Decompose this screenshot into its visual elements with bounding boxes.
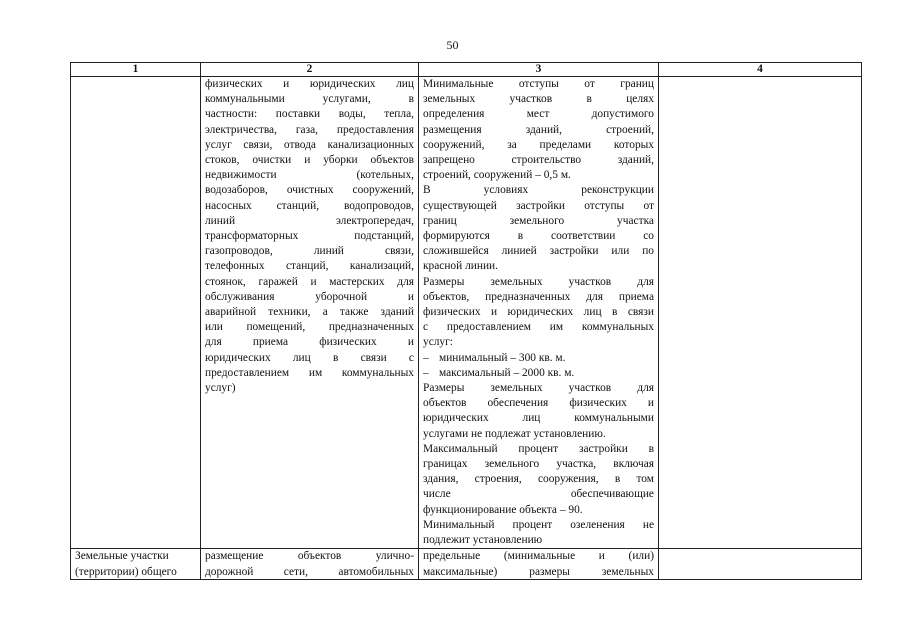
cell-zone-name <box>71 77 201 549</box>
text-line: стоянок, гаражей и мастерских для <box>205 275 414 288</box>
text-line: линий электропередач, <box>205 214 414 227</box>
text-line: юридических лиц коммунальными <box>423 412 654 425</box>
text-line: или помещений, предназначенных <box>205 321 414 334</box>
list-item <box>423 351 654 366</box>
text-line: трансформаторных подстанций, <box>205 230 414 243</box>
text-line: предельные (минимальные и (или) <box>423 550 654 563</box>
column-header-1: 1 <box>71 63 201 77</box>
column-header-4: 4 <box>659 63 862 77</box>
dash-marker: – <box>423 366 429 379</box>
text-line: Минимальный процент озеленения не <box>423 518 654 531</box>
text-line: Размеры земельных участков для <box>423 275 654 288</box>
text-line: числе обеспечивающие <box>423 488 654 501</box>
cell-parameters <box>419 549 659 580</box>
text-line: услуг: <box>423 336 453 349</box>
cell-restrictions <box>659 77 862 549</box>
list-item <box>423 366 654 381</box>
text-line: земельных участков в целях <box>423 93 654 106</box>
text-line: недвижимости (котельных, <box>205 169 414 182</box>
text-line: сооружений, за пределами которых <box>423 138 654 151</box>
text-line: Минимальные отступы от границ <box>423 78 654 90</box>
parameters-text <box>423 77 654 351</box>
column-header-2: 2 <box>201 63 419 77</box>
cell-permitted-use <box>201 549 419 580</box>
text-line: максимальные) размеры земельных <box>423 565 654 578</box>
text-line: обслуживания уборочной и <box>205 290 414 303</box>
text-line: существующей застройки отступы от <box>423 199 654 212</box>
table-header-row <box>71 63 862 77</box>
text-line: Земельные участки <box>75 550 169 563</box>
text-line: сложившейся линией застройки или по <box>423 245 654 258</box>
dash-marker: – <box>423 351 429 364</box>
text-line: Максимальный процент застройки в <box>423 442 654 455</box>
regulations-table <box>70 62 862 580</box>
text-line: с предоставлением им коммунальных <box>423 321 654 334</box>
text-line: юридических лиц в связи с <box>205 351 414 364</box>
parameters-text-continued <box>423 381 654 548</box>
text-line: подлежит установлению <box>423 534 543 547</box>
text-line: стоков, очистки и уборки объектов <box>205 154 414 167</box>
text-line: телефонных станций, канализаций, <box>205 260 414 273</box>
text-line: электричества, газа, предоставления <box>205 123 414 136</box>
text-line: В условиях реконструкции <box>423 184 654 197</box>
text-line: физических и юридических лиц в связи <box>423 306 654 319</box>
text-line: границах земельного участка, включая <box>423 458 654 471</box>
text-line: здания, строения, сооружения, в том <box>423 473 654 486</box>
text-line: насосных станций, водопроводов, <box>205 199 414 212</box>
text-line: границ земельного участка <box>423 214 654 227</box>
list-item-text: максимальный – 2000 кв. м. <box>439 366 575 379</box>
text-line: физических и юридических лиц <box>205 78 414 90</box>
text-line: предоставлением им коммунальных <box>205 366 414 379</box>
cell-permitted-use <box>201 77 419 549</box>
cell-zone-name <box>71 549 201 580</box>
size-limits-list <box>423 351 654 381</box>
text-line: (территории) общего <box>75 565 177 578</box>
text-line: газопроводов, линий связи, <box>205 245 414 258</box>
text-line: строений, сооружений – 0,5 м. <box>423 169 571 182</box>
permitted-use-text <box>205 77 414 396</box>
text-line: для приема физических и <box>205 336 414 349</box>
text-line: услуг связи, отвода канализационных <box>205 138 414 151</box>
text-line: услуг) <box>205 382 236 395</box>
text-line: запрещено строительство зданий, <box>423 154 654 167</box>
text-line: размещения зданий, строений, <box>423 123 654 136</box>
text-line: водозаборов, очистных сооружений, <box>205 184 414 197</box>
text-line: функционирование объекта – 90. <box>423 503 583 516</box>
text-line: объектов обеспечения физических и <box>423 397 654 410</box>
cell-restrictions <box>659 549 862 580</box>
text-line: аварийной техники, а также зданий <box>205 306 414 319</box>
text-line: коммунальными услугами, в <box>205 93 414 106</box>
text-line: размещение объектов улично- <box>205 550 414 563</box>
text-line: красной линии. <box>423 260 498 273</box>
cell-parameters <box>419 77 659 549</box>
text-line: Размеры земельных участков для <box>423 382 654 395</box>
page-number: 50 <box>446 38 459 52</box>
list-item-text: минимальный – 300 кв. м. <box>439 351 566 364</box>
text-line: объектов, предназначенных для приема <box>423 290 654 303</box>
table-row <box>71 549 862 580</box>
text-line: формируются в соответствии со <box>423 230 654 243</box>
text-line: услугами не подлежат установлению. <box>423 427 606 440</box>
column-header-3: 3 <box>419 63 659 77</box>
text-line: частности: поставки воды, тепла, <box>205 108 414 121</box>
table-row <box>71 77 862 549</box>
text-line: дорожной сети, автомобильных <box>205 565 414 578</box>
text-line: определения мест допустимого <box>423 108 654 121</box>
